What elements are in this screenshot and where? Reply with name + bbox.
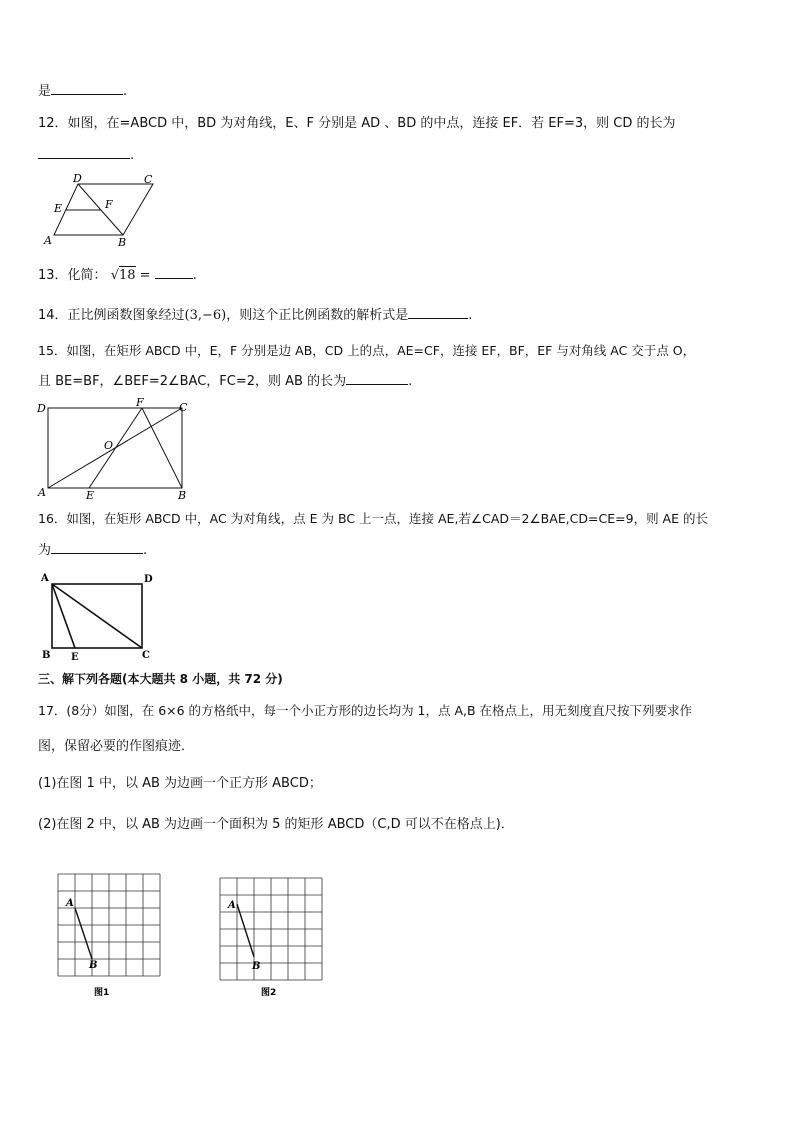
q17-line2: 图，保留必要的作图痕迹． [38,739,195,754]
section-3-title: 三、解下列各题(本大题共 8 小题，共 72 分) [38,672,283,686]
q15-label-B: B [178,489,187,502]
q15-line2-text: 且 BE=BF，∠BEF=2∠BAC，FC=2，则 AB 的长为 [38,374,347,389]
q16-label-D: D [144,574,153,585]
q11-tail [38,82,127,101]
q12-answer-blank[interactable] [38,146,130,159]
q15-rectangle-figure [36,398,196,504]
q17-grid-figure-1 [54,870,164,1000]
q17-part2: (2)在图 2 中，以 AB 为边画一个面积为 5 的矩形 ABCD（C,D 可以不在格点上)． [38,817,514,832]
q15-label-C: C [179,401,188,414]
q12-label-E: E [54,202,63,215]
q17-part1: (1)在图 1 中，以 AB 为边画一个正方形 ABCD； [38,776,322,791]
sqrt-symbol: √ [110,268,119,283]
q15-answer-blank[interactable] [346,372,408,385]
q14-suffix: . [468,308,473,323]
fig1-label-A: A [66,898,74,909]
q12-label-D: D [73,174,82,185]
q15-suffix: . [408,374,413,389]
q16-rectangle-figure [36,570,160,664]
q13-text [38,266,197,285]
q16-line1: 16．如图，在矩形 ABCD 中，AC 为对角线，点 E 为 BC 上一点，连接 AE,若∠CAD＝2∠BAE,CD=CE=9，则 AE 的长 [38,511,708,526]
q15-label-E: E [86,489,95,502]
fig2-label-A: A [228,900,236,911]
q12-parallelogram-figure [38,174,168,250]
q12-label-B: B [118,236,127,249]
q14-prefix: 14．正比例函数图象经过 [38,308,185,323]
q12-answer-line [38,146,134,165]
q15-label-D: D [37,402,46,415]
q14-text [38,306,472,325]
q15-label-A: A [38,486,46,499]
q12-label-A: A [44,234,52,247]
q12-label-C: C [144,174,153,186]
q16-line2 [38,541,147,560]
q15-label-O: O [104,439,114,452]
q11-prefix: 是 [38,84,52,99]
q16-suffix: . [143,543,148,558]
q13-radicand: 18 [118,268,136,283]
q16-answer-blank[interactable] [51,541,143,554]
q12-suffix: . [130,148,135,163]
q14-answer-blank[interactable] [408,306,468,319]
q13-equals: = [139,268,151,283]
fig2-caption: 图2 [261,988,277,998]
q13-suffix: . [192,268,197,283]
fig2-label-B: B [252,961,261,972]
q13-answer-blank[interactable] [155,266,193,279]
fig1-label-B: B [89,960,98,971]
fig1-caption: 图1 [94,988,110,998]
q16-label-B: B [42,650,51,661]
q15-line2 [38,372,412,391]
q15-label-F: F [136,398,144,409]
q17-line1: 17．(8分）如图，在 6×6 的方格纸中，每一个小正方形的边长均为 1，点 A,B 在格点上，用无刻度直尺按下列要求作 [38,703,693,718]
q16-label-A: A [41,573,49,584]
q14-mid: ，则这个正比例函数的解析式是 [226,308,409,323]
q12-text: 12．如图，在=ABCD 中，BD 为对角线，E、F 分别是 AD 、BD 的中点，连接 EF．若 EF=3，则 CD 的长为 [38,116,676,131]
q16-label-C: C [142,650,150,661]
q16-label-E: E [71,652,79,663]
q11-answer-blank[interactable] [51,82,123,95]
q11-suffix: . [123,84,128,99]
q17-grid-figure-2 [216,874,326,1004]
q12-label-F: F [105,198,113,211]
q15-line1: 15．如图，在矩形 ABCD 中，E，F 分别是边 AB，CD 上的点，AE=CF，连接 EF，BF，EF 与对角线 AC 交于点 O， [38,343,696,358]
q14-point: (3,−6) [184,308,227,323]
q13-prefix: 13．化简： [38,268,107,283]
q16-line2-prefix: 为 [38,543,52,558]
